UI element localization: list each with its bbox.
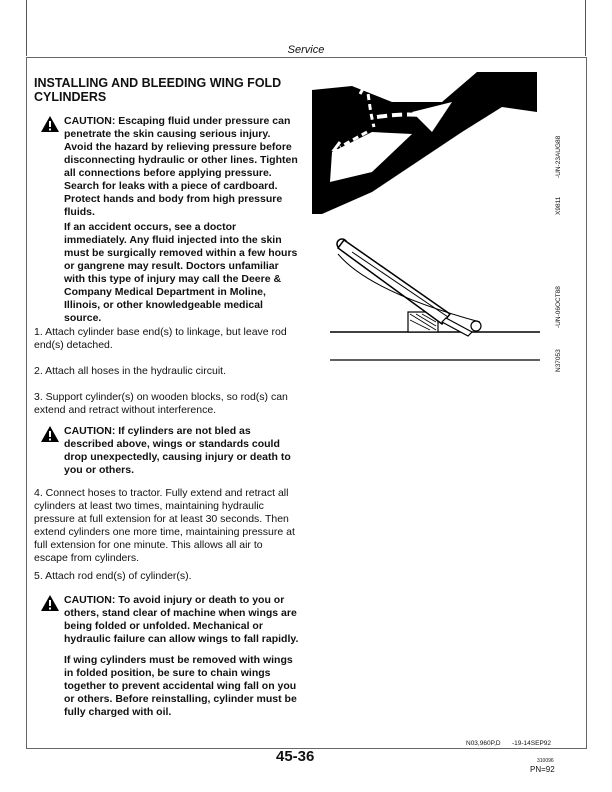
page-number: 45-36 — [276, 748, 315, 765]
section-header: Service — [287, 44, 325, 56]
step-2: 2. Attach all hoses in the hydraulic circuit. — [34, 365, 227, 377]
caution-text-2: CAUTION: If cylinders are not bled as described above, wings or standards could drop unexpectedly, causing injury or death to you or others. — [64, 425, 291, 476]
cylinder-on-block-illustration — [330, 232, 540, 372]
footer-tiny-code: 310096 — [537, 758, 554, 764]
caution-text-1a: CAUTION: Escaping fluid under pressure can penetrate the skin causing serious injury. Avoid the hazard by relieving pressure before disconnecting hydraulic or other lines. Tighten all connections before applying pressure. Search for leaks with a piece of cardboard. Protect hands and body from high pressure fluids. — [64, 115, 298, 218]
step-4: 4. Connect hoses to tractor. Fully extend and retract all cylinders at least two times, maintaining hydraulic pressure at full extension for at least 30 seconds. Then extend cylinders one more time, maintaining pressure at full extension for one minute. This allows all air to escape from cylinders. — [34, 487, 295, 564]
warning-triangle-icon — [40, 594, 60, 612]
step-1: 1. Attach cylinder base end(s) to linkage, but leave rod end(s) detached. — [34, 326, 287, 351]
illustration-code-1: -UN-23AUG88 — [555, 135, 562, 178]
footer-code: N03,960P,D — [466, 740, 501, 747]
illustration-id-2: N37053 — [555, 349, 562, 372]
footer-date: -19-14SEP92 — [512, 740, 552, 747]
caution-text-1b: If an accident occurs, see a doctor immediately. Any fluid injected into the skin must be surgically removed within a few hours or gangrene may result. Doctors unfamiliar with this type of injury may call the Deere & Company Medical Department in Moline, Illinois, or other knowledgeable medical source. — [64, 221, 298, 324]
step-5: 5. Attach rod end(s) of cylinder(s). — [34, 570, 192, 582]
illustration-id-1: X9811 — [555, 196, 562, 215]
illustration-code-2: -UN-06OCT88 — [555, 286, 562, 328]
warning-triangle-icon — [40, 115, 60, 133]
pn-number: PN=92 — [530, 765, 555, 774]
page-title: INSTALLING AND BLEEDING WING FOLD CYLINDERS — [34, 76, 282, 104]
caution-text-3a: CAUTION: To avoid injury or death to you or others, stand clear of machine when wings are being folded or unfolded. Mechanical or hydraulic failure can allow wings to fall rapidly. — [64, 594, 299, 645]
step-3: 3. Support cylinder(s) on wooden blocks, so rod(s) can extend and retract without interference. — [34, 391, 288, 416]
caution-text-3b: If wing cylinders must be removed with wings in folded position, be sure to chain wings together to prevent accidental wing fall on you or others. Before reinstalling, cylinder must be fully charged with oil. — [64, 654, 297, 718]
fluid-pressure-illustration — [312, 72, 537, 214]
warning-triangle-icon — [40, 425, 60, 443]
